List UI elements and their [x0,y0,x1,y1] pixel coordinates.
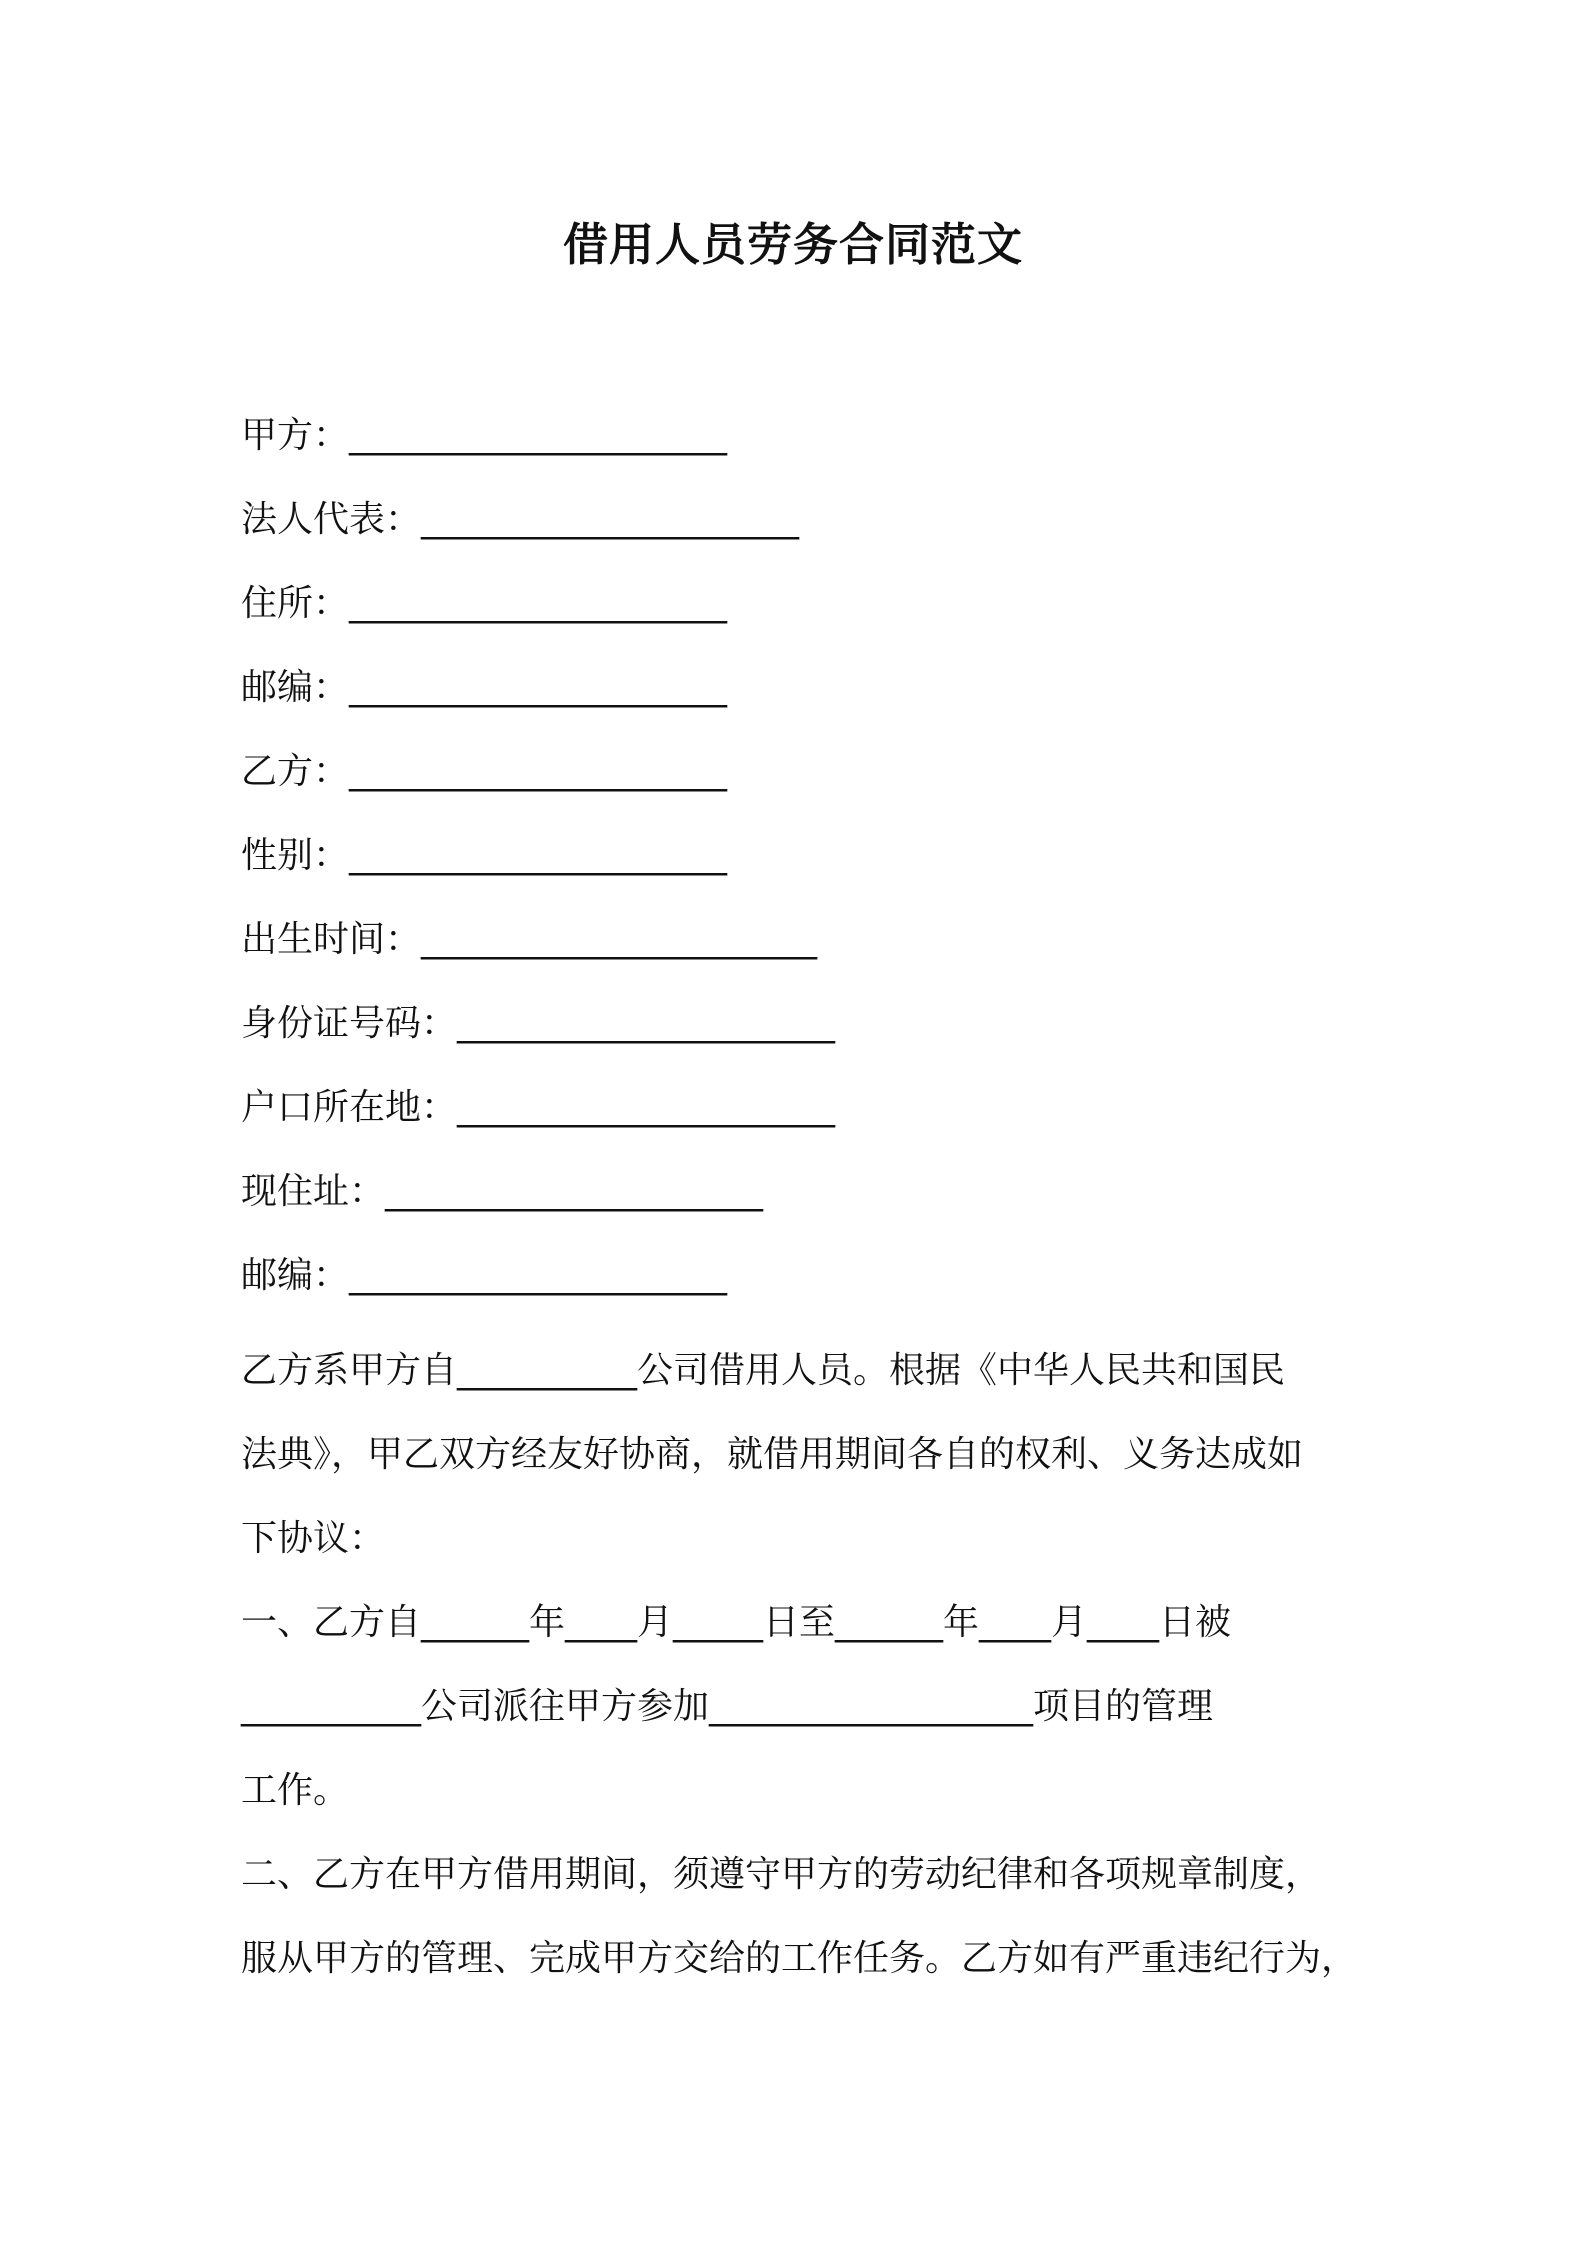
field-blank: _____________________ [349,835,728,876]
field-label: 邮编： [241,1255,350,1296]
field-label: 身份证号码： [241,1003,458,1044]
intro-paragraph [241,1329,1361,1581]
document-title: 借用人员劳务合同范文 [562,218,1023,271]
field-blank: ______________________ [421,919,818,960]
clause-1 [241,1581,1361,1833]
field-current-address [241,1161,1361,1245]
field-blank: _____________________ [457,1087,836,1128]
field-label: 甲方： [241,415,350,456]
field-legal-representative [241,489,1361,573]
paragraph-line: 法典》，甲乙双方经友好协商，就借用期间各自的权利、义务达成如 [241,1434,1304,1475]
field-household-registration [241,1077,1361,1161]
field-label: 出生时间： [241,919,422,960]
field-party-a [241,405,1361,489]
field-gender [241,825,1361,909]
field-birth-date [241,909,1361,993]
field-blank: _____________________ [349,667,728,708]
document-body [241,405,1361,2001]
field-label: 邮编： [241,667,350,708]
field-label: 法人代表： [241,499,422,540]
field-blank: _____________________ [421,499,800,540]
paragraph-line: 下协议： [241,1518,386,1559]
paragraph-line: 乙方系甲方自__________公司借用人员。根据《中华人民共和国民 [241,1350,1286,1391]
field-blank: _____________________ [349,415,728,456]
field-blank: _____________________ [349,1255,728,1296]
field-blank: _____________________ [349,751,728,792]
field-blank: _____________________ [349,583,728,624]
clause-2 [241,1833,1361,2001]
field-blank: _____________________ [457,1003,836,1044]
field-domicile [241,573,1361,657]
field-label: 现住址： [241,1171,386,1212]
field-label: 性别： [241,835,350,876]
field-label: 户口所在地： [241,1087,458,1128]
field-id-number [241,993,1361,1077]
paragraph-line: 工作。 [241,1770,350,1811]
field-postcode-a [241,657,1361,741]
field-label: 乙方： [241,751,350,792]
paragraph-line: 二、乙方在甲方借用期间，须遵守甲方的劳动纪律和各项规章制度， [241,1854,1322,1895]
field-blank: _____________________ [385,1171,764,1212]
field-party-b [241,741,1361,825]
paragraph-line: 一、乙方自______年____月_____日至______年____月____日被 [241,1602,1232,1643]
field-label: 住所： [241,583,350,624]
field-postcode-b [241,1245,1361,1329]
paragraph-line: 服从甲方的管理、完成甲方交给的工作任务。乙方如有严重违纪行为， [241,1938,1358,1979]
paragraph-line: __________公司派往甲方参加__________________项目的管理 [241,1686,1214,1727]
